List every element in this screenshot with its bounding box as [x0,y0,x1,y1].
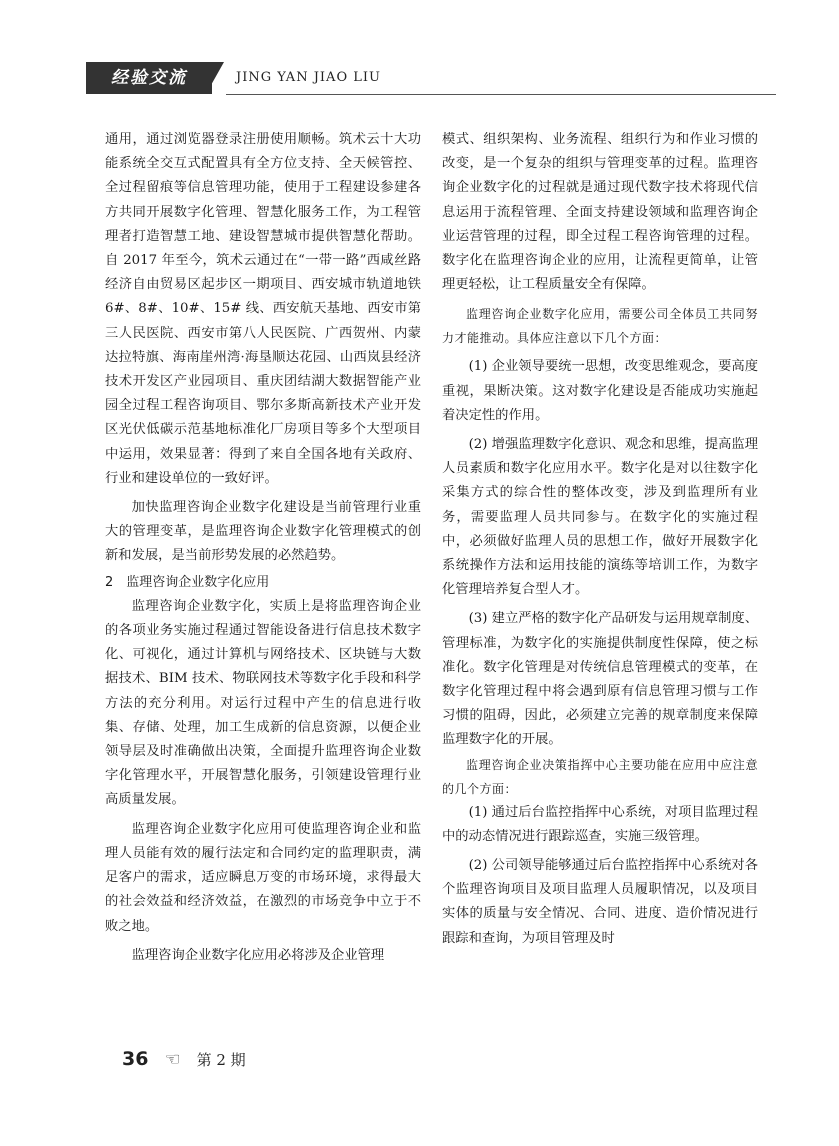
section-heading: 2 监理咨询企业数字化应用 [105,574,270,590]
page-header [86,62,776,96]
list-item: (2) 公司领导能够通过后台监控指挥中心系统对各个监理咨询项目及项目监理人员履职情况，以及项目实体的质量与安全情况、合同、进度、造价情况进行跟踪和查询，为项目管理及时 [442,858,758,946]
list-item: (1) 企业领导要统一思想，改变思维观念，要高度重视，果断决策。这对数字化建设是否能成功实施起着决定性的作用。 [442,359,758,423]
paragraph: 通用，通过浏览器登录注册使用顺畅。筑术云十大功能系统全交互式配置具有全方位支持、全天候管控、全过程留痕等信息管理功能，使用于工程建设参建各方共同开展数字化管理、智慧化服务工作，为工程管理者打造智慧工地、建设智慧城市提供智慧化帮助。自 2017 年至今，筑术云通过在“一带一路”西咸丝路经济自由贸易区起步区一期项目、西安城市轨道地铁 6#、8#、10#、15# 线、西安航天基地、西安市第三人民医院、西安市第八人民医院、广西贺州、内蒙达拉特旗、海南崖州湾·海垦顺达花园、山西岚县经济技术开发区产业园项目、重庆团结湖大数据智能产业园全过程工程咨询项目、鄂尔多斯高新技术产业开发区光伏低碳示范基地标准化厂房项目等多个大型项目中运用，效果显著：得到了来自全国各地有关政府、行业和建设单位的一致好评。 [105,132,421,486]
badge-slant-decoration [206,62,224,94]
section-badge: 经验交流 [86,62,212,94]
section-title-english: JING YAN JIAO LIU [236,70,381,85]
paragraph: 监理咨询企业数字化应用必将涉及企业管理 [131,947,385,963]
pointing-hand-icon: ☜ [164,1048,181,1070]
paragraph: 模式、组织架构、业务流程、组织行为和作业习惯的改变，是一个复杂的组织与管理变革的过程。监理咨询企业数字化的过程就是通过现代数字技术将现代信息运用于流程管理、全面支持建设领域和监理咨询企业运营管理的过程，即全过程工程咨询管理的过程。数字化在监理咨询企业的应用，让流程更简单，让管理更轻松，让工程质量安全有保障。 [442,132,758,293]
right-column [442,128,758,951]
list-item: (3) 建立严格的数字化产品研发与运用规章制度、管理标准，为数字化的实施提供制度性保障，使之标准化。数字化管理是对传统信息管理模式的变革，在数字化管理过程中将会遇到原有信息管理习惯与工作习惯的阻碍，因此，必须建立完善的规章制度来保障监理数字化的开展。 [442,611,758,748]
list-item: (2) 增强监理数字化意识、观念和思维，提高监理人员素质和数字化应用水平。数字化是对以往数字化采集方式的综合性的整体改变，涉及到监理所有业务，需要监理人员共同参与。在数字化的实施过程中，必须做好监理人员的思想工作，做好开展数字化系统操作方法和运用技能的演练等培训工作，为数字化管理培养复合型人才。 [442,437,758,598]
paragraph-emphasis: 监理咨询企业决策指挥中心主要功能在应用中应注意的几个方面： [442,757,758,796]
paragraph: 加快监理咨询企业数字化建设是当前管理行业重大的管理变革，是监理咨询企业数字化管理模式的创新和发展，是当前形势发展的必然趋势。 [105,500,421,564]
left-column [105,128,421,968]
paragraph-emphasis: 监理咨询企业数字化应用，需要公司全体员工共同努力才能推动。具体应注意以下几个方面： [442,307,758,346]
paragraph: 监理咨询企业数字化应用可使监理咨询企业和监理人员能有效的履行法定和合同约定的监理职责，满足客户的需求，适应瞬息万变的市场环境，求得最大的社会效益和经济效益，在激烈的市场竞争中立于不败之地。 [105,821,421,934]
page-footer [122,1044,246,1074]
issue-label: 第 2 期 [196,1050,246,1069]
header-rule [226,94,776,95]
list-item: (1) 通过后台监控指挥中心系统，对项目监理过程中的动态情况进行跟踪巡查，实施三级管理。 [442,804,758,844]
paragraph: 监理咨询企业数字化，实质上是将监理咨询企业的各项业务实施过程通过智能设备进行信息技术数字化、可视化，通过计算机与网络技术、区块链与大数据技术、BIM 技术、物联网技术等数字化手段和科学方法的充分利用。对运行过程中产生的信息进行收集、存储、处理，加工生成新的信息资源，以便企业领导层及时准确做出决策，全面提升监理咨询企业数字化管理水平，开展智慧化服务，引领建设管理行业高质量发展。 [105,598,421,808]
page-number: 36 [122,1048,149,1070]
